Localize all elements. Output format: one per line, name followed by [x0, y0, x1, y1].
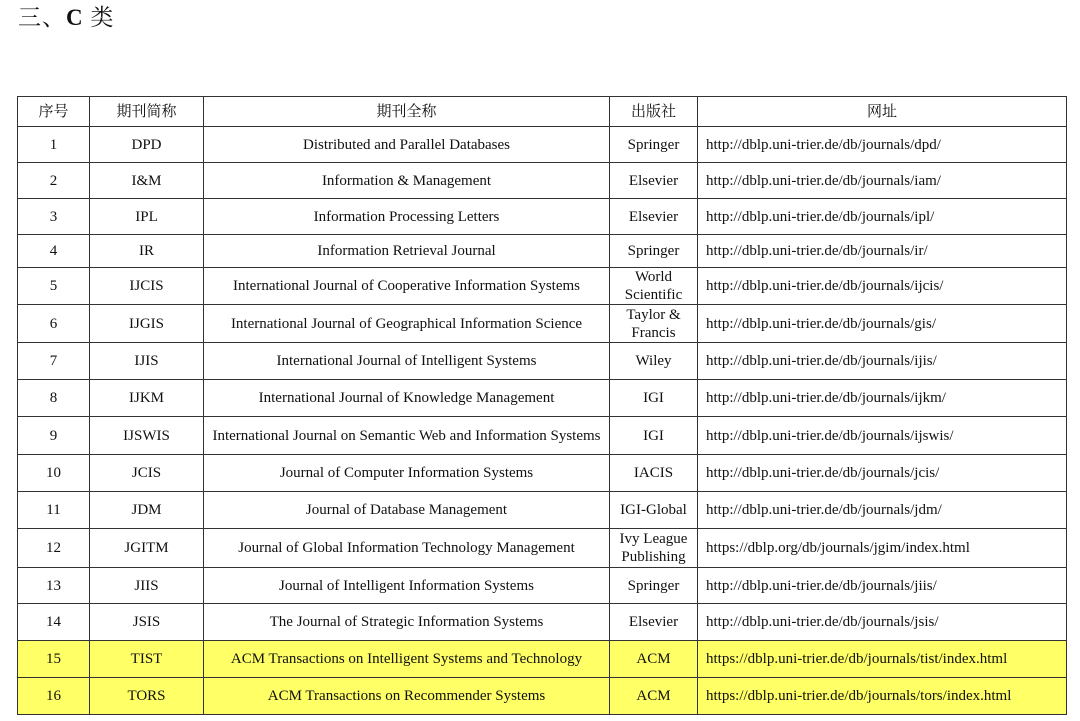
cell-url[interactable]: https://dblp.uni-trier.de/db/journals/tors/index.html	[698, 678, 1067, 715]
cell-abbr: IPL	[90, 199, 204, 235]
cell-publisher: Ivy League Publishing	[610, 529, 698, 568]
cell-index: 6	[18, 305, 90, 343]
cell-index: 9	[18, 417, 90, 455]
cell-abbr: JCIS	[90, 455, 204, 492]
cell-index: 13	[18, 568, 90, 604]
cell-full-name: International Journal of Cooperative Information Systems	[204, 268, 610, 305]
cell-url[interactable]: http://dblp.uni-trier.de/db/journals/ir/	[698, 235, 1067, 268]
cell-abbr: IJSWIS	[90, 417, 204, 455]
cell-url[interactable]: http://dblp.uni-trier.de/db/journals/ijkm/	[698, 380, 1067, 417]
table-row	[18, 417, 1067, 455]
table-body	[18, 127, 1067, 715]
cell-full-name: The Journal of Strategic Information Systems	[204, 604, 610, 641]
cell-full-name: International Journal of Geographical Information Science	[204, 305, 610, 343]
table-row	[18, 268, 1067, 305]
cell-index: 15	[18, 641, 90, 678]
cell-url[interactable]: http://dblp.uni-trier.de/db/journals/iam/	[698, 163, 1067, 199]
cell-url[interactable]: http://dblp.uni-trier.de/db/journals/ijswis/	[698, 417, 1067, 455]
header-index: 序号	[18, 97, 90, 127]
cell-url[interactable]: https://dblp.uni-trier.de/db/journals/tist/index.html	[698, 641, 1067, 678]
cell-full-name: ACM Transactions on Recommender Systems	[204, 678, 610, 715]
cell-abbr: IR	[90, 235, 204, 268]
table-row	[18, 199, 1067, 235]
cell-abbr: IJKM	[90, 380, 204, 417]
header-full-name: 期刊全称	[204, 97, 610, 127]
section-title-category: C	[66, 5, 84, 30]
cell-publisher: Elsevier	[610, 163, 698, 199]
table-row	[18, 343, 1067, 380]
table-row	[18, 380, 1067, 417]
cell-url[interactable]: http://dblp.uni-trier.de/db/journals/ijcis/	[698, 268, 1067, 305]
table-row	[18, 678, 1067, 715]
cell-abbr: TIST	[90, 641, 204, 678]
cell-full-name: Journal of Global Information Technology Management	[204, 529, 610, 568]
table-row	[18, 492, 1067, 529]
table-row	[18, 127, 1067, 163]
table-row	[18, 235, 1067, 268]
cell-index: 16	[18, 678, 90, 715]
cell-index: 12	[18, 529, 90, 568]
cell-url[interactable]: http://dblp.uni-trier.de/db/journals/dpd/	[698, 127, 1067, 163]
cell-abbr: IJIS	[90, 343, 204, 380]
cell-full-name: ACM Transactions on Intelligent Systems and Technology	[204, 641, 610, 678]
cell-url[interactable]: http://dblp.uni-trier.de/db/journals/gis/	[698, 305, 1067, 343]
cell-publisher: Springer	[610, 127, 698, 163]
table-row	[18, 163, 1067, 199]
cell-index: 11	[18, 492, 90, 529]
table-row	[18, 455, 1067, 492]
cell-abbr: JSIS	[90, 604, 204, 641]
table-row	[18, 529, 1067, 568]
cell-index: 14	[18, 604, 90, 641]
table-row	[18, 568, 1067, 604]
cell-publisher: ACM	[610, 641, 698, 678]
section-title-suffix: 类	[90, 5, 115, 30]
cell-url[interactable]: http://dblp.uni-trier.de/db/journals/jdm/	[698, 492, 1067, 529]
cell-index: 1	[18, 127, 90, 163]
cell-abbr: DPD	[90, 127, 204, 163]
cell-full-name: Journal of Intelligent Information Systems	[204, 568, 610, 604]
cell-full-name: Information & Management	[204, 163, 610, 199]
cell-publisher: IGI-Global	[610, 492, 698, 529]
cell-index: 4	[18, 235, 90, 268]
cell-index: 8	[18, 380, 90, 417]
table-row	[18, 305, 1067, 343]
journal-table	[17, 96, 1067, 715]
cell-abbr: I&M	[90, 163, 204, 199]
table-row	[18, 604, 1067, 641]
header-abbr: 期刊简称	[90, 97, 204, 127]
cell-full-name: Journal of Database Management	[204, 492, 610, 529]
cell-publisher: Springer	[610, 568, 698, 604]
cell-full-name: International Journal of Intelligent Systems	[204, 343, 610, 380]
cell-full-name: Distributed and Parallel Databases	[204, 127, 610, 163]
cell-url[interactable]: http://dblp.uni-trier.de/db/journals/ijis/	[698, 343, 1067, 380]
cell-url[interactable]: http://dblp.uni-trier.de/db/journals/ipl/	[698, 199, 1067, 235]
cell-index: 5	[18, 268, 90, 305]
cell-index: 3	[18, 199, 90, 235]
cell-publisher: Elsevier	[610, 199, 698, 235]
cell-publisher: IGI	[610, 380, 698, 417]
cell-url[interactable]: http://dblp.uni-trier.de/db/journals/jcis/	[698, 455, 1067, 492]
section-title	[18, 3, 114, 33]
cell-full-name: International Journal of Knowledge Management	[204, 380, 610, 417]
cell-publisher: Taylor & Francis	[610, 305, 698, 343]
cell-full-name: Information Retrieval Journal	[204, 235, 610, 268]
cell-abbr: JDM	[90, 492, 204, 529]
cell-abbr: IJGIS	[90, 305, 204, 343]
header-publisher: 出版社	[610, 97, 698, 127]
cell-abbr: JIIS	[90, 568, 204, 604]
cell-publisher: World Scientific	[610, 268, 698, 305]
cell-publisher: IGI	[610, 417, 698, 455]
cell-index: 10	[18, 455, 90, 492]
table-row	[18, 641, 1067, 678]
section-title-prefix: 三、	[18, 5, 66, 30]
cell-index: 2	[18, 163, 90, 199]
cell-publisher: Springer	[610, 235, 698, 268]
cell-abbr: TORS	[90, 678, 204, 715]
cell-url[interactable]: https://dblp.org/db/journals/jgim/index.html	[698, 529, 1067, 568]
cell-publisher: Elsevier	[610, 604, 698, 641]
cell-publisher: IACIS	[610, 455, 698, 492]
cell-url[interactable]: http://dblp.uni-trier.de/db/journals/jiis/	[698, 568, 1067, 604]
table-header-row	[18, 97, 1067, 127]
header-url: 网址	[698, 97, 1067, 127]
cell-publisher: Wiley	[610, 343, 698, 380]
cell-abbr: IJCIS	[90, 268, 204, 305]
cell-full-name: Journal of Computer Information Systems	[204, 455, 610, 492]
cell-abbr: JGITM	[90, 529, 204, 568]
cell-full-name: Information Processing Letters	[204, 199, 610, 235]
cell-url[interactable]: http://dblp.uni-trier.de/db/journals/jsis/	[698, 604, 1067, 641]
cell-full-name: International Journal on Semantic Web and Information Systems	[204, 417, 610, 455]
cell-publisher: ACM	[610, 678, 698, 715]
cell-index: 7	[18, 343, 90, 380]
